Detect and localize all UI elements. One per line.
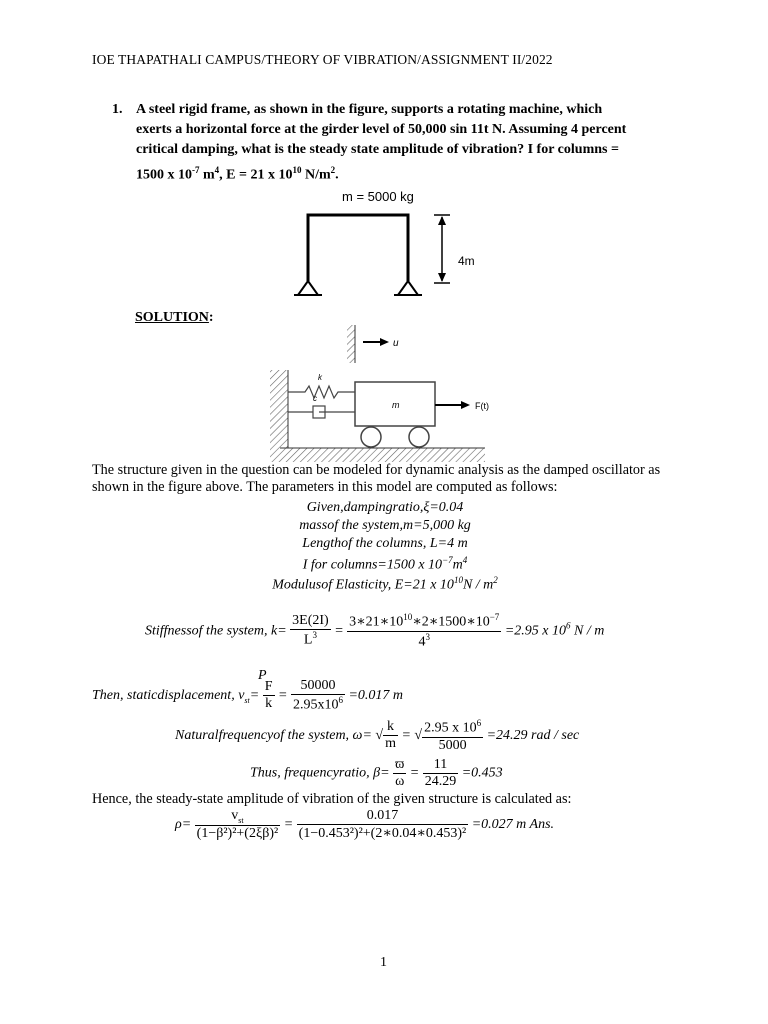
frequency-ratio-equation: Thus, frequencyratio, β= $\frac{ϖ}{\omega}$ = $\frac{11}{24.29}$ =0.453 xyxy=(250,757,503,789)
static-displacement-equation: Then, staticdisplacement, $v_{st}=$ $\frac{F}{k}$ = $\frac{50000}{2.95x10^6}$ =0.017 m xyxy=(92,678,404,713)
q-l4-exp1: -7 xyxy=(192,165,200,175)
left-support xyxy=(298,281,318,295)
given-length: Lengthof the columns, L=4 m xyxy=(302,536,468,551)
question-number: 1. xyxy=(112,102,123,117)
frame-figure xyxy=(290,185,490,305)
left-wheel xyxy=(361,427,381,447)
question-line-2: exerts a horizontal force at the girder level of 50,000 sin 11t N. Assuming 4 percent xyxy=(136,122,627,137)
frame-mass-label: m = 5000 kg xyxy=(342,189,414,204)
solution-heading: SOLUTION: xyxy=(135,310,214,325)
frame-height-label: 4m xyxy=(458,254,475,268)
oscillator-figure xyxy=(265,320,525,470)
page-number: 1 xyxy=(380,955,387,970)
given-inertia: I for columns=1500 x $10^{-7}m^4$ xyxy=(302,555,468,573)
q-l4-b: m xyxy=(199,167,215,183)
stiffness-equation: Stiffnessof the system, k= $\frac{3E(2I)}{L^3}$ = $\frac{3∗21∗10^{10}∗2∗1500∗10^{-7}}{4^3}$ =2.95 x $10^6$ N / m xyxy=(145,612,605,650)
c-label: c xyxy=(313,394,317,403)
u-label: u xyxy=(393,338,399,349)
q-l4-a: 1500 x 10 xyxy=(136,167,192,183)
static-P: P xyxy=(258,668,267,683)
right-support xyxy=(398,281,418,295)
force-label: F(t) xyxy=(475,401,489,411)
top-wall-hatch xyxy=(347,325,355,363)
model-description: The structure given in the question can be modeled for dynamic analysis as the damped oscillator as shown in the figure above. The parameters in this model are computed as follows: xyxy=(92,462,661,495)
q-l4-c: , E = 21 x 10 xyxy=(219,167,293,183)
q-l4-e: . xyxy=(335,167,339,183)
stiffness-frac-2: $\frac{3∗21∗10^{10}∗2∗1500∗10^{-7}}{4^3}$ xyxy=(349,612,500,650)
right-wheel xyxy=(409,427,429,447)
question-line-4 xyxy=(136,160,696,186)
spring xyxy=(288,386,355,398)
q-l4-exp2: 4 xyxy=(214,165,220,175)
given-modulus: Modulusof Elasticity, E=21 x $10^{10}N / m^2$ xyxy=(272,575,498,593)
q-l4-d: N/m xyxy=(301,167,331,183)
side-wall-hatch xyxy=(270,370,288,448)
m-label: m xyxy=(392,400,400,410)
floor-hatch xyxy=(270,448,485,462)
given-damping: Given,dampingratio,ξ=0.04 xyxy=(306,500,464,515)
amplitude-description: Hence, the steady-state amplitude of vibration of the given structure is calculated as: xyxy=(92,791,572,807)
amplitude-equation: ρ= $\frac{v_{st}}{\text{(1−β²)²+(2ξβ)²}}$ = $\frac{0.017}{\text{(1−0.453²)²+(2∗0.04∗0.453)²}}$ =0.027 m Ans. xyxy=(175,808,555,841)
q-l4-exp3: 10 xyxy=(292,165,302,175)
stiffness-frac-1: $\frac{3E(2I)}{L^3}$ xyxy=(292,613,329,648)
document-header: IOE THAPATHALI CAMPUS/THEORY OF VIBRATION/ASSIGNMENT II/2022 xyxy=(92,52,553,67)
given-mass: massof the system,m=5,000 kg xyxy=(299,518,471,533)
question-text xyxy=(136,100,696,186)
frame-outline xyxy=(308,215,408,281)
natural-frequency-equation: Naturalfrequencyof the system, ω= √ $\frac{k}{m}$ = √ $\frac{2.95 x 10^6}{5000}$ =24.29 rad / sec xyxy=(175,718,580,753)
question-line-3: critical damping, what is the steady state amplitude of vibration? I for columns = xyxy=(136,142,619,157)
k-label: k xyxy=(318,373,322,382)
q-l4-exp4: 2 xyxy=(330,165,336,175)
question-line-1: A steel rigid frame, as shown in the figure, supports a rotating machine, which xyxy=(136,102,603,117)
